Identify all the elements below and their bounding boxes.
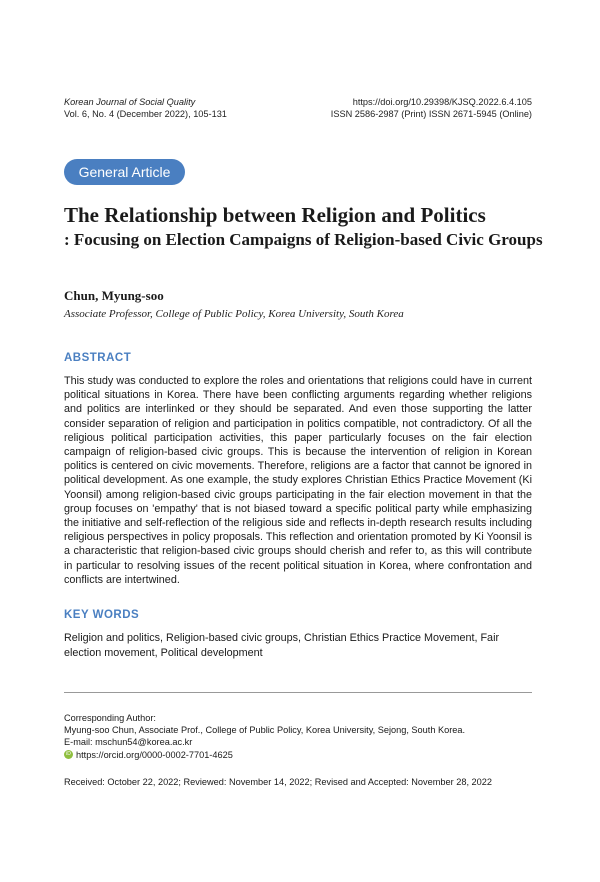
author-name: Chun, Myung-soo: [64, 288, 164, 303]
doi-link[interactable]: https://doi.org/10.29398/KJSQ.2022.6.4.105: [352, 97, 532, 107]
corresponding-author-block: [64, 712, 465, 761]
abstract-text: This study was conducted to explore the roles and orientations that religions could have in current political situations in Korea. There have been conflicting arguments regarding whether religions and politics are interlinked or they should be separated. And even those supporting the latter consider separation of religion and participation in politics compatible, not contradictory. Of all the religious political participation activities, this paper particularly focuses on the fair election campaign of religion-based civic groups. This is because the intervention of religion in Korean politics is centered on civic movements. Therefore, religions are a factor that cannot be ignored in political development. As one example, the study explores Christian Ethics Practice Movement (Ki Yoonsil) among religion-based civic groups participating in the fair election movement in that the group focuses on 'empathy' that is not biased toward a specific political party while emphasizing the initiative and self-reflection of the religious side and reflects in-depth research results including religious perspectives in policy proposals. This reflection and orientation promoted by Ki Yoonsil is a characteristic that religion-based civic groups should cherish and refer to, as this will contribute in particular to resolving issues of the recent political situation in Korea, where confrontation and conflicts are intertwined.: [64, 375, 532, 586]
issue-info: Vol. 6, No. 4 (December 2022), 105-131: [64, 109, 227, 119]
keywords-heading: KEY WORDS: [64, 609, 140, 621]
article-title: The Relationship between Religion and Politics: [64, 203, 486, 227]
orcid-icon: iD: [64, 750, 73, 759]
corresponding-email[interactable]: E-mail: mschun54@korea.ac.kr: [64, 737, 193, 748]
journal-header: [64, 96, 227, 120]
divider: [64, 692, 532, 693]
corresponding-name: Myung-soo Chun, Associate Prof., College of Public Policy, Korea University, Sejong, South Korea.: [64, 725, 466, 736]
orcid-link[interactable]: https://orcid.org/0000-0002-7701-4625: [76, 749, 233, 760]
doi-block: [331, 96, 532, 120]
abstract-heading: ABSTRACT: [64, 352, 132, 364]
corresponding-label: Corresponding Author:: [64, 713, 156, 723]
received-dates: Received: October 22, 2022; Reviewed: November 14, 2022; Revised and Accepted: November 28, 2022: [64, 777, 492, 787]
author-affiliation: Associate Professor, College of Public Policy, Korea University, South Korea: [64, 308, 404, 320]
journal-name: Korean Journal of Social Quality: [64, 97, 196, 107]
orcid-line: [64, 749, 465, 761]
keywords-text: Religion and politics, Religion-based civic groups, Christian Ethics Practice Movement, Fair election movement, Political development: [64, 632, 500, 659]
article-subtitle: : Focusing on Election Campaigns of Religion-based Civic Groups: [64, 230, 543, 249]
article-type-badge: General Article: [64, 159, 185, 185]
issn-info: ISSN 2586-2987 (Print) ISSN 2671-5945 (Online): [330, 109, 532, 119]
